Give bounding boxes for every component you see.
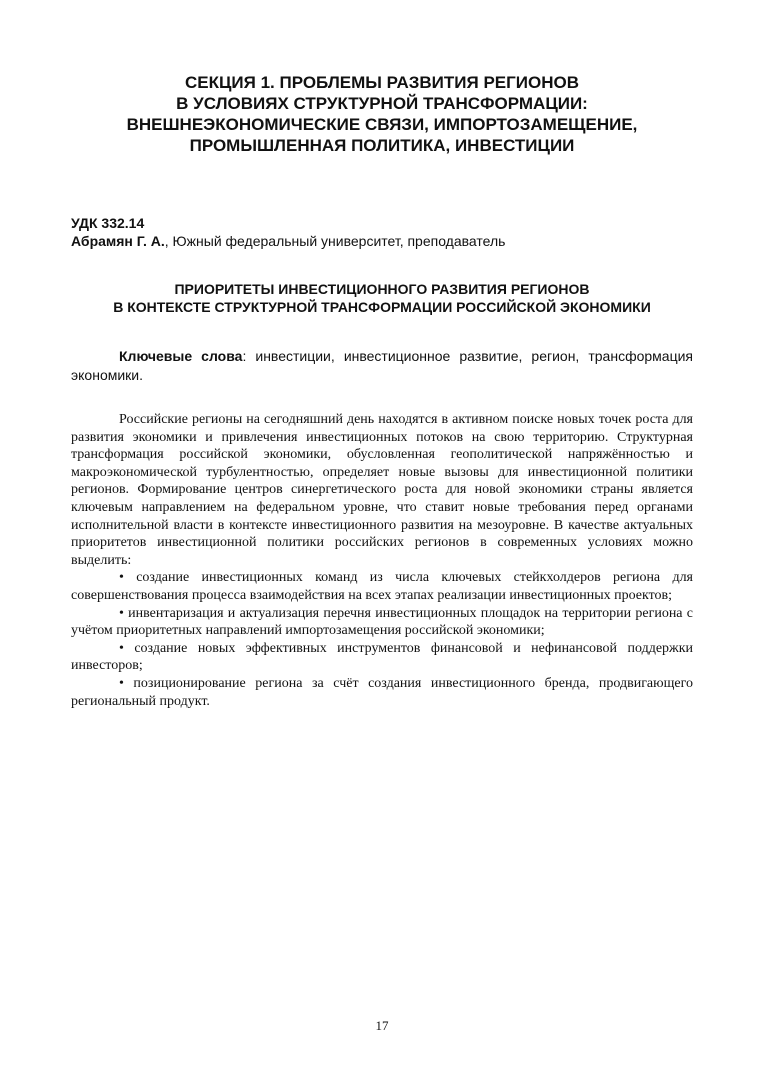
article-title	[71, 280, 693, 316]
keywords	[71, 347, 693, 385]
article-title-line: ПРИОРИТЕТЫ ИНВЕСТИЦИОННОГО РАЗВИТИЯ РЕГИОНОВ	[174, 281, 590, 297]
keywords-text: : инвестиции, инвестиционное развитие, регион, трансформация экономики.	[71, 348, 693, 383]
section-title-line: ВНЕШНЕЭКОНОМИЧЕСКИЕ СВЯЗИ, ИМПОРТОЗАМЕЩЕНИЕ,	[126, 115, 638, 134]
article-body	[71, 411, 693, 710]
page-number: 17	[375, 1018, 389, 1033]
section-title-line: В УСЛОВИЯХ СТРУКТУРНОЙ ТРАНСФОРМАЦИИ:	[176, 94, 588, 113]
keywords-label: Ключевые слова	[119, 348, 243, 364]
bullet-item: • создание инвестиционных команд из числа ключевых стейкхолдеров региона для совершенствования процесса взаимодействия на всех этапах реализации инвестиционных проектов;	[71, 570, 693, 603]
body-paragraph: Российские регионы на сегодняшний день находятся в активном поиске новых точек роста для развития экономики и привлечения инвестиционных потоков на свою территорию. Структурная трансформация российской экономики, обусловленная геополитической напряжённостью и макроэкономической турбулентностью, определяет новые вызовы для инвестиционной политики регионов. Формирование центров синергетического роста для новой экономики страны является ключевым направлением на федеральном уровне, что ставит новые требования перед органами исполнительной власти в контексте инвестиционного развития на мезоуровне. В качестве актуальных приоритетов инвестиционной политики российских регионов в современных условиях можно выделить:	[71, 412, 693, 568]
author-affiliation: , Южный федеральный университет, преподаватель	[164, 233, 506, 249]
author-line	[71, 232, 505, 250]
bullet-item: • позиционирование региона за счёт создания инвестиционного бренда, продвигающего региональный продукт.	[71, 675, 693, 709]
section-title	[80, 72, 684, 156]
bullet-item: • инвентаризация и актуализация перечня инвестиционных площадок на территории региона с учётом приоритетных направлений импортозамещения российской экономики;	[71, 605, 693, 639]
section-title-line: ПРОМЫШЛЕННАЯ ПОЛИТИКА, ИНВЕСТИЦИИ	[189, 136, 575, 155]
bullet-item: • создание новых эффективных инструментов финансовой и нефинансовой поддержки инвесторов;	[71, 640, 693, 674]
article-title-line: В КОНТЕКСТЕ СТРУКТУРНОЙ ТРАНСФОРМАЦИИ РОССИЙСКОЙ ЭКОНОМИКИ	[113, 299, 651, 315]
udk-code: УДК 332.14	[71, 215, 145, 231]
section-title-line: СЕКЦИЯ 1. ПРОБЛЕМЫ РАЗВИТИЯ РЕГИОНОВ	[185, 73, 579, 92]
author-name: Абрамян Г. А.	[71, 233, 165, 249]
